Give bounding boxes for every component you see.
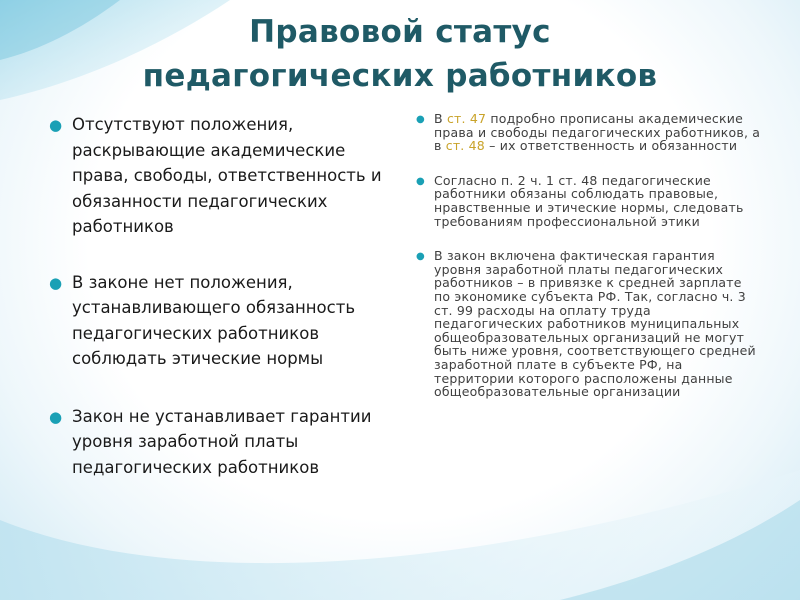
right-bullet-text bbox=[434, 112, 761, 153]
left-bullet-text: В законе нет положения, устанавливающего обязанность педагогических работников соблюдать этические нормы bbox=[72, 272, 356, 368]
left-column bbox=[44, 112, 394, 510]
title-line-2: педагогических работников bbox=[142, 58, 658, 94]
right-bullet-text: В закон включена фактическая гарантия уровня заработной платы педагогических работников – в привязке к средней зарплате по экономике субъекта РФ. Так, согласно ч. 3 ст. 99 расходы на оплату труда педагогических работников муниципальных общеобразовательных организаций не могут быть ниже уровня, соответствующего средней заработной плате в субъекте РФ, на территории которого расположены данные общеобразовательные организации bbox=[434, 248, 756, 400]
right-bullet-item bbox=[416, 112, 761, 153]
article-reference: ст. 48 bbox=[445, 138, 485, 154]
text-fragment: В bbox=[434, 111, 447, 126]
title-line-1: Правовой статус bbox=[249, 14, 551, 50]
circle-bullet-icon: ● bbox=[416, 251, 425, 263]
left-bullet-item bbox=[44, 112, 394, 240]
circle-bullet-icon: ● bbox=[416, 114, 425, 125]
right-column bbox=[416, 112, 761, 420]
left-bullet-text: Отсутствуют положения, раскрывающие академические права, свободы, ответственность и обязанности педагогических работников bbox=[72, 115, 382, 236]
circle-bullet-icon: ● bbox=[416, 175, 425, 187]
left-bullet-item bbox=[44, 270, 394, 372]
circle-bullet-icon: ● bbox=[49, 116, 63, 134]
circle-bullet-icon: ● bbox=[49, 407, 63, 426]
right-bullet-item bbox=[416, 249, 761, 399]
left-bullet-item bbox=[44, 404, 394, 481]
text-fragment: – их ответственность и обязанности bbox=[484, 138, 738, 154]
text-fragment: подробно прописаны академические права и свободы педагогических работников, а в bbox=[434, 111, 761, 154]
article-reference: ст. 47 bbox=[446, 111, 487, 126]
slide-title bbox=[0, 10, 800, 98]
circle-bullet-icon: ● bbox=[49, 273, 63, 292]
right-bullet-item bbox=[416, 174, 761, 228]
right-bullet-text: Согласно п. 2 ч. 1 ст. 48 педагогические работники обязаны соблюдать правовые, нравственные и этические нормы, следовать требованиям профессиональной этики bbox=[434, 172, 744, 229]
left-bullet-text: Закон не устанавливает гарантии уровня заработной платы педагогических работников bbox=[72, 406, 372, 477]
